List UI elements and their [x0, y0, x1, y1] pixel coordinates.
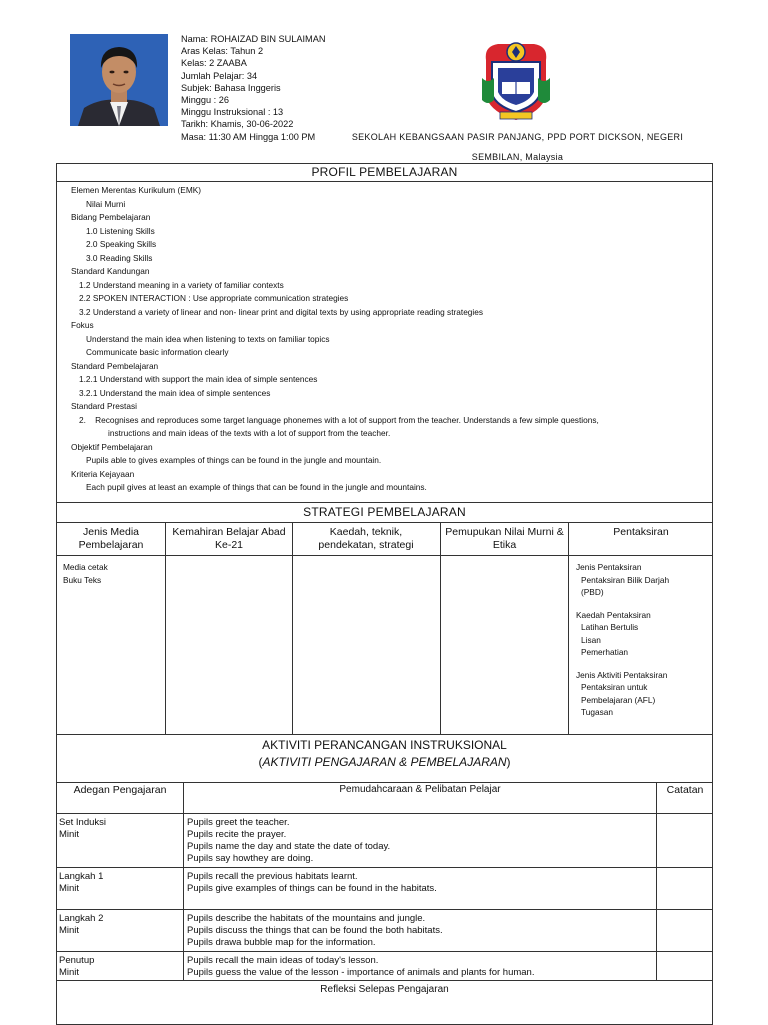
teacher-info: [181, 33, 325, 143]
date: Tarikh: Khamis, 30-06-2022: [181, 119, 294, 130]
kriteria-value: Each pupil gives at least an example of things that can be found in the jungle and mountains.: [86, 482, 427, 492]
aktiviti-col-divider: [656, 782, 657, 980]
standard-kandungan-label: Standard Kandungan: [71, 266, 150, 276]
class-name: Kelas: 2 ZAABA: [181, 58, 247, 69]
kriteria-label: Kriteria Kejayaan: [71, 468, 135, 479]
activity-line: Pupils recall the main ideas of today's lesson.: [187, 955, 379, 966]
jenis-pentaksiran-value: (PBD): [581, 587, 604, 597]
activity-line: Pupils say howthey are doing.: [187, 853, 314, 864]
bidang-item: 2.0 Speaking Skills: [86, 239, 157, 249]
header-nilai-murni: Pemupukan Nilai Murni & Etika: [445, 526, 564, 551]
aktiviti-subtitle: [56, 754, 713, 771]
aktiviti-item: Tugasan: [581, 707, 613, 717]
fokus-item: Communicate basic information clearly: [86, 347, 229, 357]
pentaksiran-details: [576, 561, 710, 719]
subtitle-paren-close: ): [506, 755, 511, 769]
school-name-line-1: SEKOLAH KEBANGSAAN PASIR PANJANG, PPD PORT DICKSON, NEGERI: [351, 132, 684, 142]
profil-section-title: PROFIL PEMBELAJARAN: [56, 163, 713, 182]
stage-cell: [59, 871, 103, 895]
standard-prestasi-label: Standard Prestasi: [71, 401, 137, 411]
standard-pembelajaran-item: 1.2.1 Understand with support the main idea of simple sentences: [79, 374, 318, 384]
header-kaedah: Kaedah, teknik, pendekatan, strategi: [318, 526, 414, 551]
aktiviti-header-divider: [56, 813, 713, 814]
aktiviti-item: Pentaksiran untuk: [581, 682, 648, 692]
activity-line: Pupils drawa bubble map for the information.: [187, 937, 376, 948]
bidang-label: Bidang Pembelajaran: [71, 212, 151, 222]
aktiviti-item: Pembelajaran (AFL): [581, 694, 656, 705]
media-item: Media cetak: [63, 562, 108, 572]
header-pentaksiran: Pentaksiran: [613, 526, 669, 538]
strategi-header-divider: [56, 555, 713, 556]
stage-cell: [59, 913, 103, 937]
activity-line: Pupils describe the habitats of the mountains and jungle.: [187, 913, 426, 924]
kaedah-item: Latihan Bertulis: [581, 622, 639, 632]
header-adegan: Adegan Pengajaran: [73, 784, 167, 796]
week: Minggu : 26: [181, 95, 230, 106]
stage-name: Set Induksi: [59, 817, 106, 828]
activity-line: Pupils give examples of things can be found in the habitats.: [187, 883, 437, 894]
instructional-week: Minggu Instruksional : 13: [181, 107, 284, 118]
school-name-line-2: SEMBILAN, Malaysia: [471, 152, 564, 162]
stage-minit: Minit: [59, 967, 80, 978]
prestasi-number: 2.: [79, 414, 86, 425]
bidang-item: 1.0 Listening Skills: [86, 225, 155, 236]
emk-value: Nilai Murni: [86, 198, 126, 209]
activity-line: Pupils guess the value of the lesson - importance of animals and plants for human.: [187, 967, 535, 978]
standard-kandungan-item: 1.2 Understand meaning in a variety of familiar contexts: [79, 279, 284, 290]
activity-cell: [187, 871, 437, 895]
jenis-pentaksiran-label: Jenis Pentaksiran: [576, 562, 642, 572]
jenis-pentaksiran-value: Pentaksiran Bilik Darjah: [581, 574, 670, 585]
bidang-item: 3.0 Reading Skills: [86, 252, 153, 263]
standard-prestasi-line-1: [71, 414, 706, 428]
stage-minit: Minit: [59, 925, 80, 936]
activity-line: Pupils greet the teacher.: [187, 817, 290, 828]
pupil-count: Jumlah Pelajar: 34: [181, 70, 258, 81]
standard-pembelajaran-item: 3.2.1 Understand the main idea of simple sentences: [79, 387, 271, 398]
stage-name: Penutup: [59, 955, 95, 966]
subject: Subjek: Bahasa Inggeris: [181, 82, 281, 93]
standard-kandungan-item: 2.2 SPOKEN INTERACTION : Use appropriate communication strategies: [79, 293, 349, 303]
media-item: Buku Teks: [63, 574, 102, 585]
activity-line: Pupils name the day and state the date of today.: [187, 841, 391, 852]
aktiviti-col-divider: [183, 782, 184, 980]
time: Masa: 11:30 AM Hingga 1:00 PM: [181, 131, 316, 142]
header-kemahiran: Kemahiran Belajar Abad Ke-21: [172, 526, 286, 551]
aktiviti-title: AKTIVITI PERANCANGAN INSTRUKSIONAL: [262, 738, 507, 752]
fokus-label: Fokus: [71, 320, 94, 330]
fokus-item: Understand the main idea when listening to texts on familiar topics: [86, 333, 330, 344]
standard-prestasi-line-2: instructions and main ideas of the texts with a lot of support from the teacher.: [108, 428, 391, 438]
aktiviti-row-divider: [56, 951, 713, 952]
aktiviti-row-divider: [56, 867, 713, 868]
teacher-name: Nama: ROHAIZAD BIN SULAIMAN: [181, 34, 326, 44]
stage-minit: Minit: [59, 883, 80, 894]
school-name: [330, 127, 705, 167]
standard-kandungan-item: 3.2 Understand a variety of linear and non- linear print and digital texts by using appropriate reading strategies: [79, 306, 484, 317]
kaedah-item: Lisan: [581, 634, 601, 645]
header-catatan: Catatan: [666, 784, 704, 796]
stage-cell: [59, 955, 94, 979]
stage-name: Langkah 1: [59, 871, 104, 882]
aktiviti-row-divider: [56, 980, 713, 981]
standard-pembelajaran-label: Standard Pembelajaran: [71, 360, 159, 371]
activity-line: Pupils recall the previous habitats learnt.: [187, 871, 358, 882]
school-crest-logo: [480, 38, 552, 124]
strategi-col-divider: [165, 523, 166, 734]
aktiviti-table-top: [56, 782, 713, 783]
strategi-col-divider: [440, 523, 441, 734]
activity-cell: [187, 817, 390, 865]
subtitle-text: AKTIVITI PENGAJARAN & PEMBELAJARAN: [262, 755, 507, 769]
emk-label: Elemen Merentas Kurikulum (EMK): [71, 185, 202, 195]
profil-content: [71, 184, 706, 495]
stage-cell: [59, 817, 106, 841]
objektif-value: Pupils able to gives examples of things can be found in the jungle and mountain.: [86, 455, 382, 465]
aktiviti-section-title: [56, 734, 713, 782]
teacher-photo: [70, 34, 168, 126]
subtitle-paren-open: (: [258, 755, 263, 769]
kaedah-pentaksiran-label: Kaedah Pentaksiran: [576, 609, 651, 620]
activity-line: Pupils discuss the things that can be found the both habitats.: [187, 925, 443, 936]
activity-cell: [187, 913, 443, 949]
activity-line: Pupils recite the prayer.: [187, 829, 287, 840]
strategi-col-divider: [568, 523, 569, 734]
kaedah-item: Pemerhatian: [581, 647, 629, 657]
refleksi-title: Refleksi Selepas Pengajaran: [320, 984, 449, 995]
aktiviti-row-divider: [56, 909, 713, 910]
strategi-section-title: STRATEGI PEMBELAJARAN: [56, 502, 713, 523]
aktiviti-pentaksiran-label: Jenis Aktiviti Pentaksiran: [576, 669, 668, 680]
class-level: Aras Kelas: Tahun 2: [181, 46, 264, 57]
objektif-label: Objektif Pembelajaran: [71, 441, 153, 452]
header-pemudahcaraan: Pemudahcaraan & Pelibatan Pelajar: [339, 784, 501, 795]
strategi-col-divider: [292, 523, 293, 734]
prestasi-text-1: Recognises and reproduces some target language phonemes with a lot of support from the teacher. Understands a few simple questions,: [95, 414, 599, 425]
header-jenis-media: Jenis Media Pembelajaran: [78, 526, 144, 551]
media-list: [63, 561, 108, 586]
stage-minit: Minit: [59, 829, 80, 840]
activity-cell: [187, 955, 534, 979]
stage-name: Langkah 2: [59, 913, 104, 924]
